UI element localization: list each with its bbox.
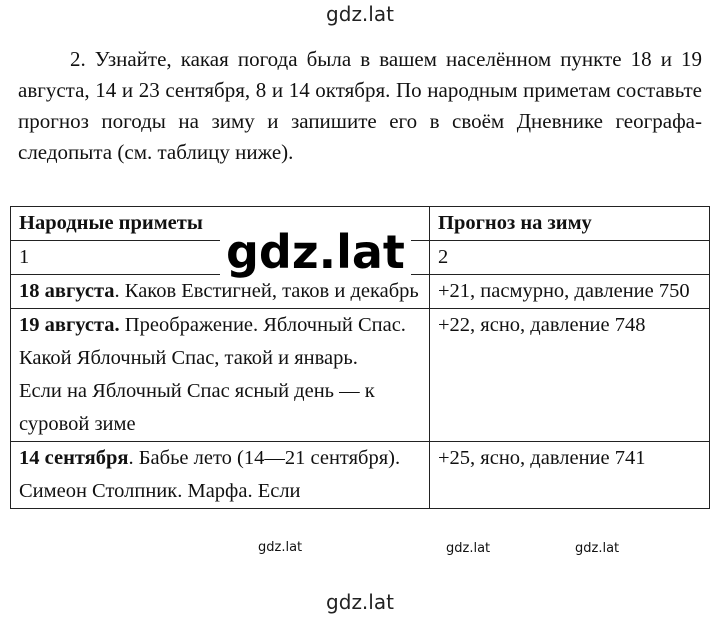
watermark-table-center: gdz.lat <box>220 224 411 280</box>
folk-sign-cell: 14 сентября. Бабье лето (14—21 сентября). Симеон Столпник. Марфа. Если <box>11 442 430 509</box>
forecast-cell: +22, ясно, давление 748 <box>430 309 710 442</box>
task-text: 2. Узнайте, какая погода была в вашем населённом пункте 18 и 19 августа, 14 и 23 сентября, 8 и 14 октября. По народным приметам составьте прогноз погоды на зиму и запишите его в своём Дневнике географа-следопыта (см. таблицу ниже). <box>18 47 702 164</box>
watermark-top: gdz.lat <box>326 2 394 26</box>
forecast-cell: +25, ясно, давление 741 <box>430 442 710 509</box>
folk-sign-cell: 18 августа. Каков Евстигней, таков и декабрь <box>11 275 430 309</box>
watermark-small-3: gdz.lat <box>575 541 620 556</box>
watermark-small-1: gdz.lat <box>258 540 303 555</box>
forecast-cell: +21, пасмурно, давление 750 <box>430 275 710 309</box>
column-number-1: 1 <box>11 241 430 275</box>
header-folk-signs: Народные приметы <box>11 207 430 241</box>
column-number-2: 2 <box>430 241 710 275</box>
table-row <box>11 309 710 442</box>
watermark-bottom: gdz.lat <box>326 590 394 614</box>
header-forecast: Прогноз на зиму <box>430 207 710 241</box>
folk-sign-cell: 19 августа. Преображение. Яблочный Спас. Какой Яблочный Спас, такой и январь. Если на Яблочный Спас ясный день — к суровой зиме <box>11 309 430 442</box>
table-row <box>11 442 710 509</box>
watermark-small-2: gdz.lat <box>446 541 491 556</box>
